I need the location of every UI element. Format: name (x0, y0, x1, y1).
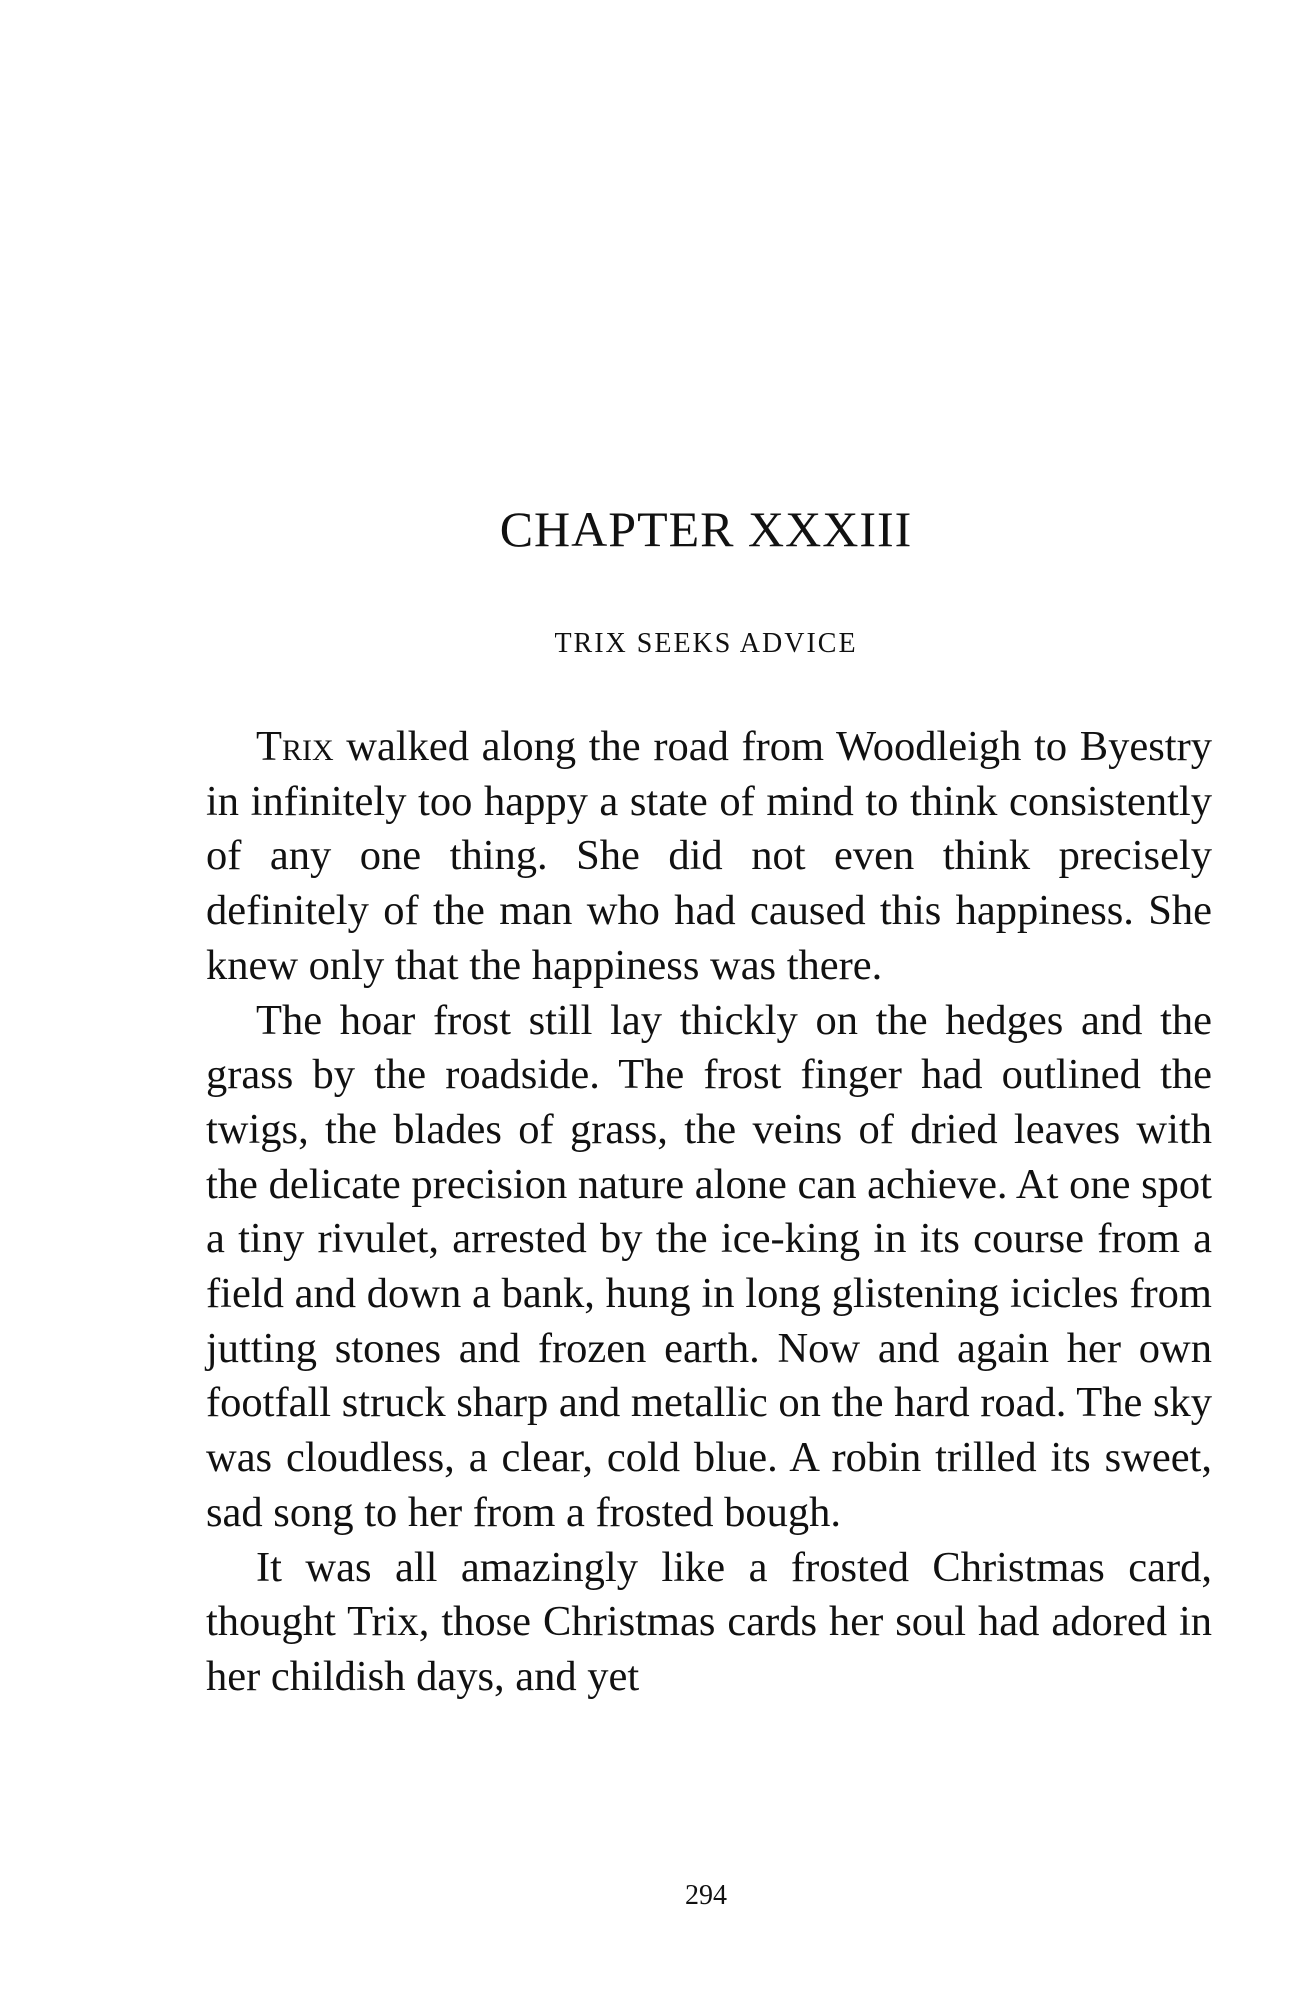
chapter-title: CHAPTER XXXIII (499, 501, 913, 557)
chapter-subtitle: TRIX SEEKS ADVICE (554, 628, 858, 659)
body-text (206, 720, 1212, 1705)
paragraph-1 (206, 720, 1212, 994)
paragraph-3 (206, 1541, 1212, 1705)
paragraph-2 (206, 994, 1212, 1541)
page-number: 294 (685, 1880, 727, 1911)
paragraph-text: It was all amazingly like a frosted Christmas card, thought Trix, those Christmas cards her soul had adored in her childish days, and yet (206, 1543, 1212, 1700)
paragraph-text: The hoar frost still lay thickly on the hedges and the grass by the roadside. The frost finger had outlined the twigs, the blades of grass, the veins of dried leaves with the delicate precision nature alone can achieve. At one spot a tiny rivulet, arrested by the ice-king in its course from a field and down a bank, hung in long glistening icicles from jutting stones and frozen earth. Now and again her own footfall struck sharp and metallic on the hard road. The sky was cloudless, a clear, cold blue. A robin trilled its sweet, sad song to her from a frosted bough. (206, 996, 1212, 1536)
paragraph-text: walked along the road from Woodleigh to Byestry in infinitely too happy a state of mind to think consistently of any one thing. She did not even think precisely definitely of the man who had caused this happiness. She knew only that the happiness was there. (206, 723, 1212, 989)
paragraph-lead-word: Trix (256, 723, 334, 770)
